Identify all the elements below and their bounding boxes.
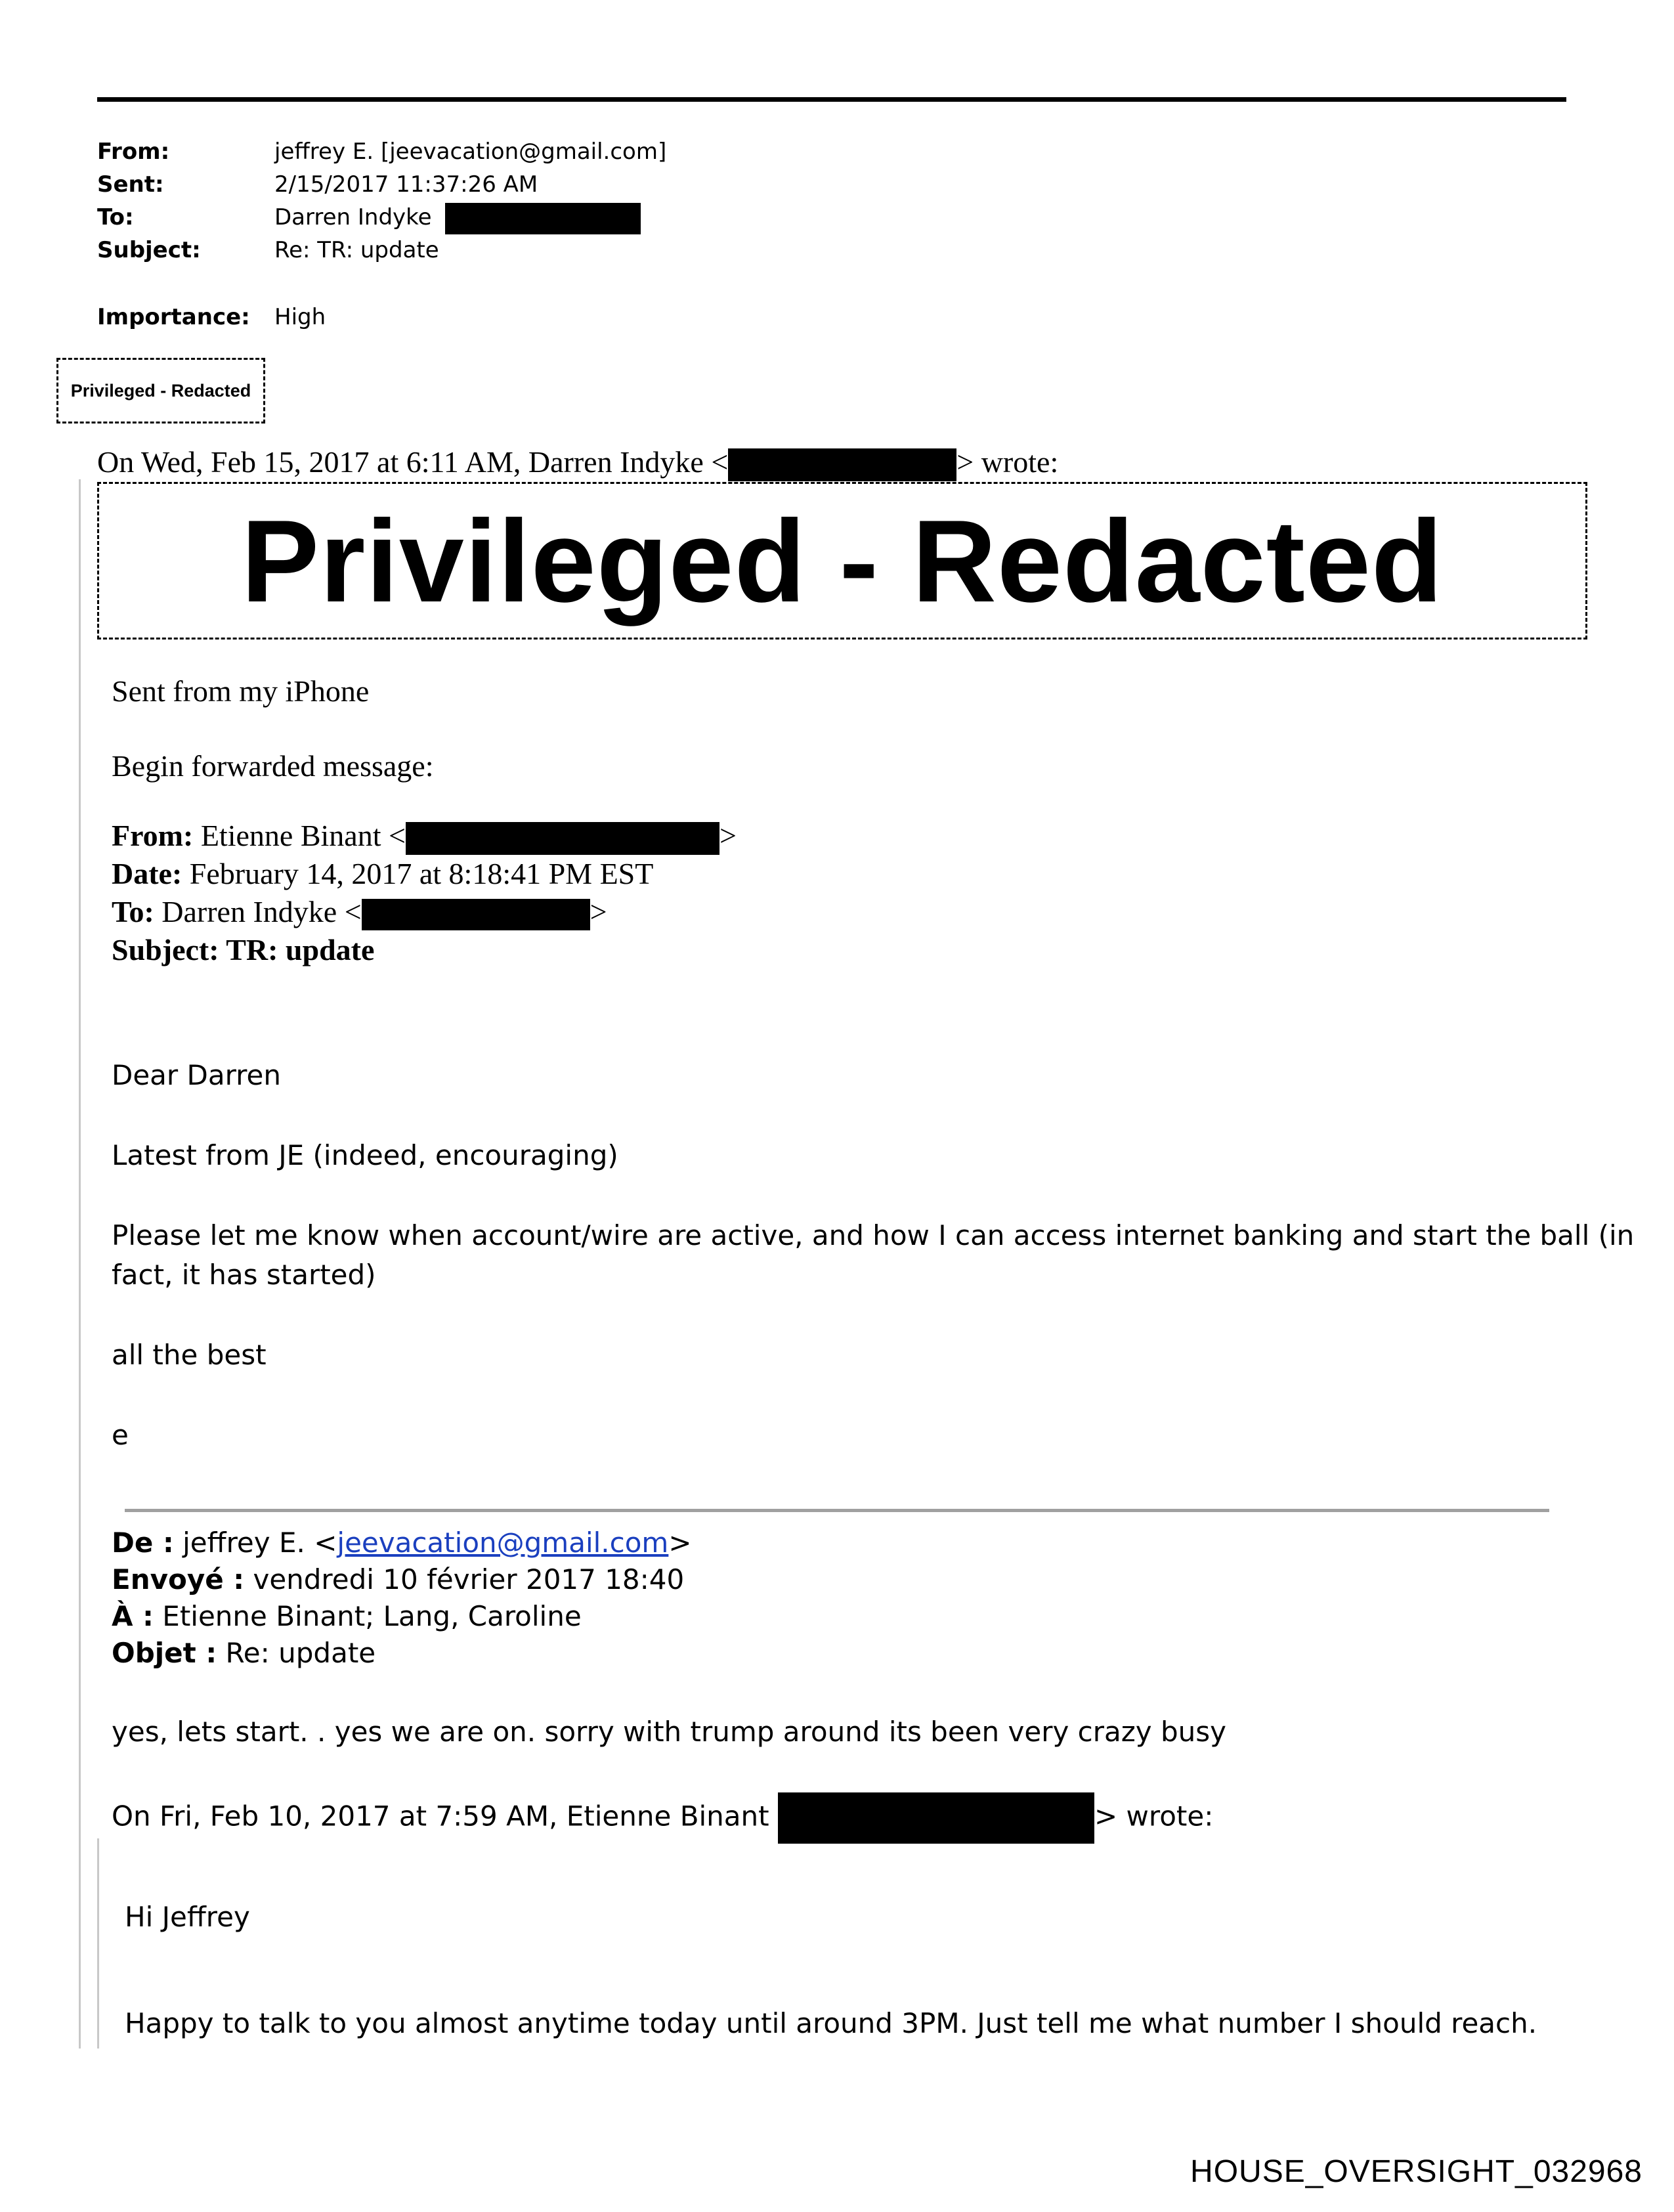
header-to-label: To: [97,204,134,230]
inner-envoye-label: Envoyé : [112,1563,245,1595]
fwd-subject-label: Subject: [112,933,219,966]
reply-wrote-prefix: On Wed, Feb 15, 2017 at 6:11 AM, Darren Indyke < [97,445,729,479]
inner-objet-row [112,1635,376,1672]
body-line-2a: Please let me know when account/wire are active, and how I can access internet banking and start the ball (in [112,1219,1635,1251]
header-subject-row [97,234,439,267]
fwd-to-value: Darren Indyke < [154,895,362,928]
fwd-from-row [112,817,737,855]
body-signoff: e [112,1419,129,1451]
quoted-greeting: Hi Jeffrey [125,1901,250,1933]
inner-objet-value: Re: update [217,1637,376,1669]
separator-line [125,1509,1549,1512]
quote-bar [79,479,81,2049]
header-sent-value: 2/15/2017 11:37:26 AM [274,171,538,198]
inner-a-row [112,1598,582,1635]
redaction-box [362,899,590,930]
body-greeting: Dear Darren [112,1059,281,1091]
reply-wrote-line [97,444,1058,481]
fwd-from-close: > [719,819,737,852]
fwd-to-row [112,893,607,931]
fwd-subject-row [112,931,374,969]
fwd-date-label: Date: [112,857,182,890]
privileged-redacted-small: Privileged - Redacted [56,358,265,423]
inner-envoye-row [112,1561,684,1598]
redaction-box [778,1792,1094,1844]
begin-forwarded: Begin forwarded message: [112,749,434,783]
inner-objet-label: Objet : [112,1637,217,1669]
inner-wrote-line [112,1792,1213,1844]
header-from-label: From: [97,139,170,165]
inner-email-link[interactable]: jeevacation@gmail.com [337,1527,669,1559]
header-importance-value: High [274,304,326,330]
fwd-to-label: To: [112,895,154,928]
bates-number: HOUSE_OVERSIGHT_032968 [1190,2154,1642,2189]
inner-wrote-suffix: > wrote: [1094,1800,1214,1832]
inner-envoye-value: vendredi 10 février 2017 18:40 [244,1563,685,1595]
redaction-box [406,822,719,855]
redaction-box [445,203,641,234]
sent-from-iphone: Sent from my iPhone [112,674,370,708]
fwd-date-row [112,855,653,893]
body-line-2b: fact, it has started) [112,1259,376,1291]
header-to-row [97,201,641,234]
quoted-line: Happy to talk to you almost anytime today until around 3PM. Just tell me what number I should reach. [125,2007,1537,2039]
inner-de-row [112,1525,692,1561]
reply-wrote-suffix: > wrote: [956,445,1059,479]
inner-de-close: > [668,1527,692,1559]
header-sent-row [97,168,538,201]
inner-a-value: Etienne Binant; Lang, Caroline [153,1600,582,1632]
body-closing: all the best [112,1339,267,1371]
fwd-from-label: From: [112,819,194,852]
top-rule [97,97,1566,102]
inner-reply-text: yes, lets start. . yes we are on. sorry with trump around its been very crazy busy [112,1716,1227,1748]
fwd-date-value: February 14, 2017 at 8:18:41 PM EST [182,857,654,890]
inner-quote-bar [97,1838,99,2049]
header-from-row [97,135,666,168]
header-to-value: Darren Indyke [274,204,432,230]
header-sent-label: Sent: [97,171,164,198]
header-subject-label: Subject: [97,237,201,263]
inner-de-label: De : [112,1527,174,1559]
header-importance-label: Importance: [97,304,250,330]
privileged-redacted-banner: Privileged - Redacted [97,482,1587,640]
redaction-box [728,448,956,481]
header-importance-row [97,301,326,334]
fwd-from-value: Etienne Binant < [193,819,406,852]
inner-de-value: jeffrey E. < [173,1527,337,1559]
header-subject-value: Re: TR: update [274,237,439,263]
body-line-1: Latest from JE (indeed, encouraging) [112,1139,618,1171]
fwd-subject-value: TR: update [219,933,375,966]
header-from-value: jeffrey E. [jeevacation@gmail.com] [274,139,667,165]
inner-a-label: À : [112,1600,154,1632]
fwd-to-close: > [590,895,607,928]
inner-wrote-prefix: On Fri, Feb 10, 2017 at 7:59 AM, Etienne Binant [112,1800,778,1832]
